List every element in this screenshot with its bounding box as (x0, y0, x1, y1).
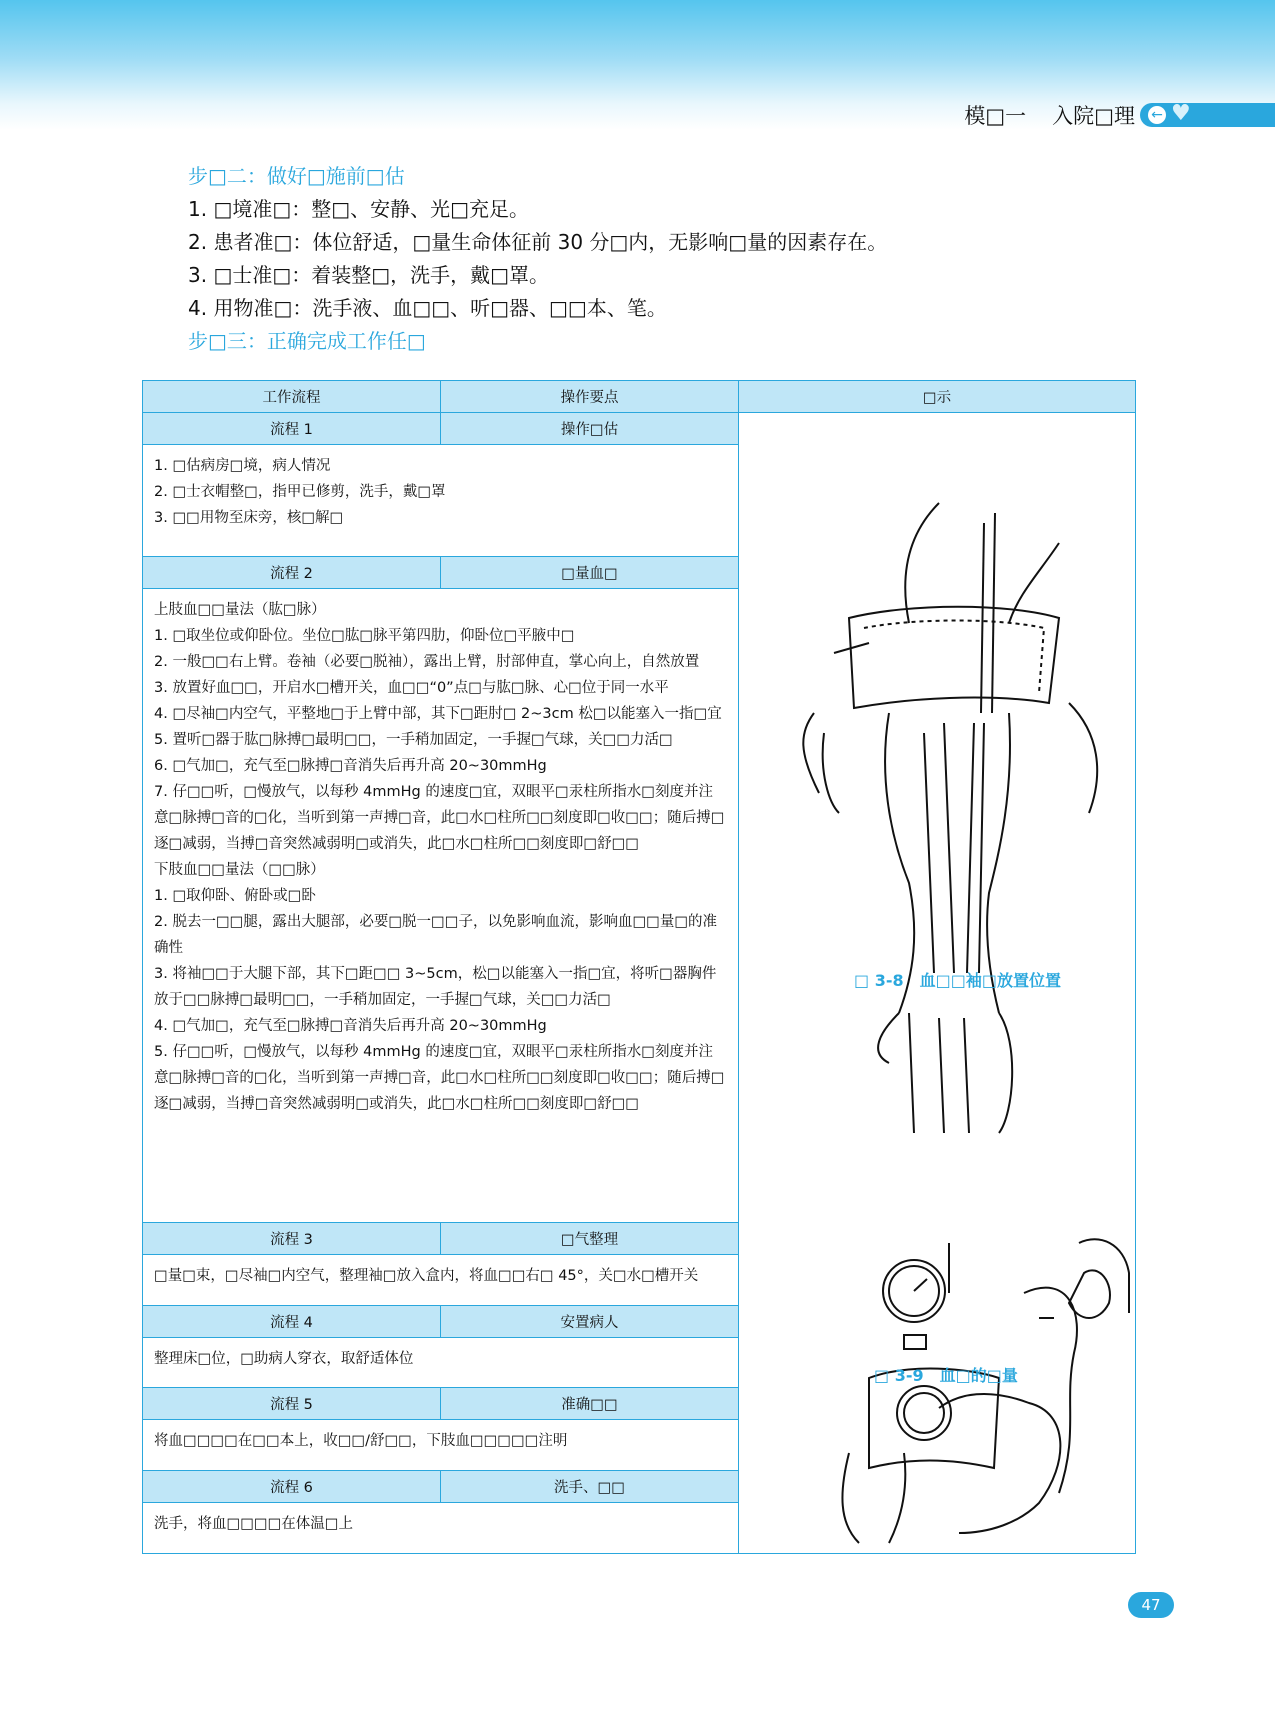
content-line: 4. □气加□，充气至□脉搏□音消失后再升高 20~30mmHg (154, 1018, 547, 1035)
flow-content (143, 1420, 739, 1471)
figure-caption: □ 3-9 血□的□量 (874, 1366, 1018, 1385)
flow-title: 准确□□ (441, 1388, 739, 1420)
flow-label: 流程 1 (143, 413, 441, 445)
flow-label: 流程 2 (143, 557, 441, 589)
bp-measurement-drawing (842, 1239, 1129, 1543)
header-key-points: 操作要点 (441, 381, 739, 413)
content-line: 7. 仔□□听，□慢放气，以每秒 4mmHg 的速度□宜，双眼平□汞柱所指水□刻度并注意□脉搏□音的□化，当听到第一声搏□音，此□水□柱所□□刻度即□收□□；随后搏□逐□减弱，当搏□音突然减弱明□或消失，此□水□柱所□□刻度即□舒□□ (154, 784, 725, 853)
content-line: □量□束，□尽袖□内空气，整理袖□放入盒内，将血□□右□ 45°，关□水□槽开关 (154, 1267, 699, 1284)
content-line: 6. □气加□，充气至□脉搏□音消失后再升高 20~30mmHg (154, 758, 547, 775)
content-line: 3. □□用物至床旁，核□解□ (154, 510, 344, 526)
content-line: 整理床□位，□助病人穿衣，取舒适体位 (154, 1350, 414, 1367)
heart-icon: ♥ (1171, 101, 1191, 126)
running-header (964, 100, 1135, 130)
content-line: 下肢血□□量法（□□脉） (154, 862, 325, 879)
procedure-table (142, 380, 1136, 1554)
content-line: 2. 一般□□右上臂。卷袖（必要□脱袖），露出上臂，肘部伸直，掌心向上，自然放置 (154, 654, 700, 671)
step2-item: 2. 患者准□：体位舒适，□量生命体征前 30 分□内，无影响□量的因素存在。 (188, 230, 888, 254)
flow-content (143, 445, 739, 557)
arrow-left-icon[interactable]: ← (1148, 106, 1166, 124)
content-line: 上肢血□□量法（肱□脉） (154, 602, 326, 619)
header-workflow: 工作流程 (143, 381, 441, 413)
content-line: 1. □取仰卧、俯卧或□卧 (154, 888, 316, 905)
module-title: 入院□理 (1052, 104, 1135, 128)
flow-title: 操作□估 (441, 413, 739, 445)
header-illustration: □示 (739, 381, 1136, 413)
figure-caption: □ 3-8 血□□袖□放置位置 (854, 971, 1061, 990)
content-line: 5. 置听□器于肱□脉搏□最明□□，一手稍加固定，一手握□气球，关□□力活□ (154, 732, 673, 749)
step2-item: 4. 用物准□：洗手液、血□□、听□器、□□本、笔。 (188, 296, 667, 320)
step3-heading: 步□三：正确完成工作任□ (188, 329, 426, 353)
flow-title: □量血□ (441, 557, 739, 589)
flow-title: 洗手、□□ (441, 1471, 739, 1503)
flow-content (143, 1254, 739, 1305)
flow-label: 流程 4 (143, 1305, 441, 1337)
content-line: 洗手，将血□□□□在体温□上 (154, 1516, 353, 1533)
flow-content (143, 589, 739, 1223)
step2-item: 3. □士准□：着装整□，洗手，戴□罩。 (188, 263, 550, 287)
module-label: 模□一 (964, 104, 1027, 128)
cuff-placement-drawing (803, 503, 1097, 1133)
illustration-cell (739, 413, 1136, 1554)
content-line: 3. 将袖□□于大腿下部，其下□距□□ 3~5cm，松□以能塞入一指□宜，将听□器胸件放于□□脉搏□最明□□，一手稍加固定，一手握□气球，关□□力活□ (154, 966, 717, 1009)
content-line: 3. 放置好血□□，开启水□槽开关，血□□“0”点□与肱□脉、心□位于同一水平 (154, 680, 669, 697)
content-line: 2. □士衣帽整□，指甲已修剪，洗手，戴□罩 (154, 484, 446, 500)
content-line: 4. □尽袖□内空气，平整地□于上臂中部，其下□距肘□ 2~3cm 松□以能塞入一指□宜 (154, 706, 722, 723)
content-line: 1. □取坐位或仰卧位。坐位□肱□脉平第四肋，仰卧位□平腋中□ (154, 628, 575, 645)
content-line: 1. □估病房□境，病人情况 (154, 458, 331, 474)
flow-title: □气整理 (441, 1222, 739, 1254)
flow-content (143, 1337, 739, 1388)
content-line: 将血□□□□在□□本上，收□□/舒□□，下肢血□□□□□注明 (154, 1433, 568, 1450)
flow-label: 流程 6 (143, 1471, 441, 1503)
page-number: 47 (1128, 1592, 1174, 1618)
step2-heading: 步□二：做好□施前□估 (188, 164, 405, 188)
flow-label: 流程 5 (143, 1388, 441, 1420)
flow-content (143, 1503, 739, 1554)
flow-title: 安置病人 (441, 1305, 739, 1337)
content-line: 5. 仔□□听，□慢放气，以每秒 4mmHg 的速度□宜，双眼平□汞柱所指水□刻度并注意□脉搏□音的□化，当听到第一声搏□音，此□水□柱所□□刻度即□收□□；随后搏□逐□减弱，当搏□音突然减弱明□或消失，此□水□柱所□□刻度即□舒□□ (154, 1044, 725, 1113)
step2-item: 1. □境准□：整□、安静、光□充足。 (188, 197, 530, 221)
flow-label: 流程 3 (143, 1222, 441, 1254)
content-line: 2. 脱去一□□腿，露出大腿部，必要□脱一□□子，以免影响血流，影响血□□量□的准确性 (154, 914, 718, 957)
